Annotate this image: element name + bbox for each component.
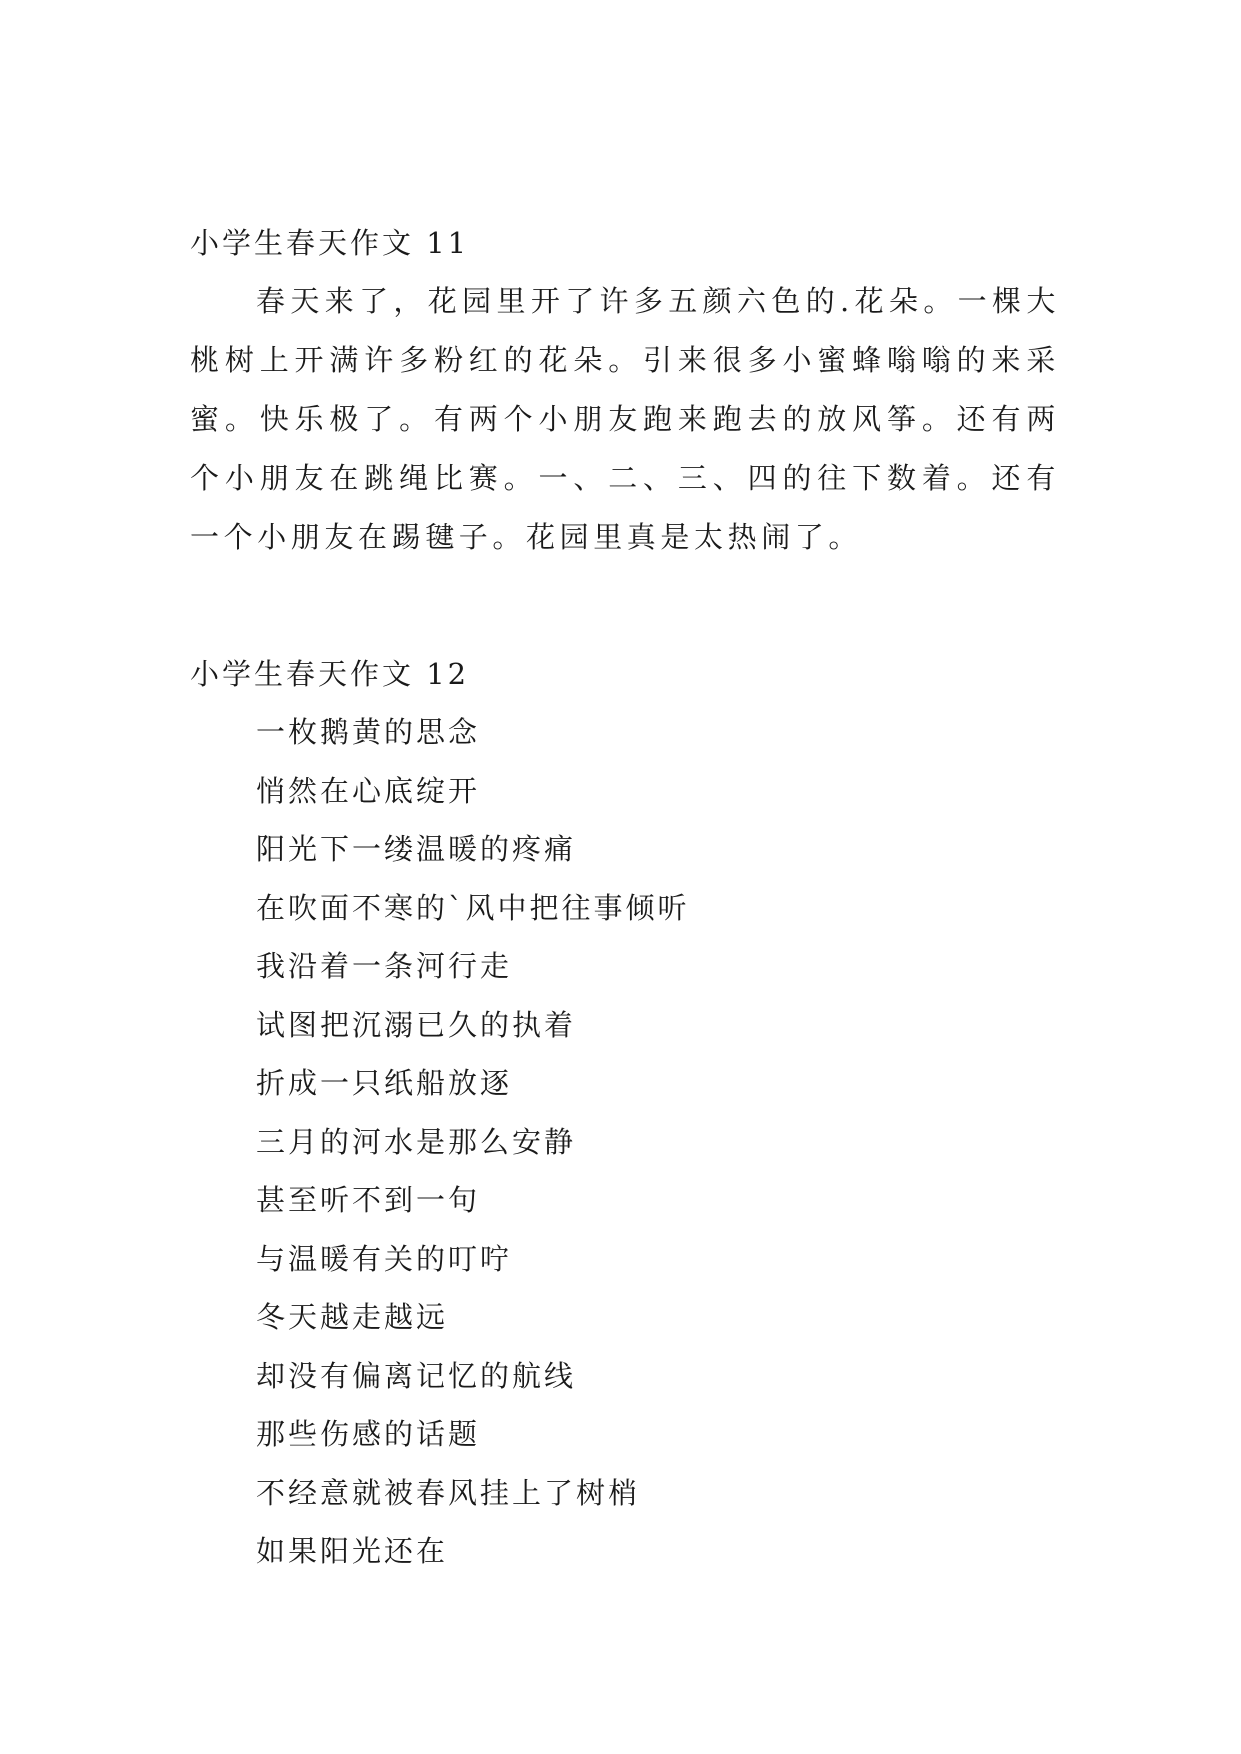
essay-11-paragraph: 春天来了，花园里开了许多五颜六色的.花朵。一棵大桃树上开满许多粉红的花朵。引来很多小蜜蜂嗡嗡的来采蜜。快乐极了。有两个小朋友跑来跑去的放风筝。还有两个小朋友在跳绳比赛。一、二、三、四的往下数着。还有一个小朋友在踢毽子。花园里真是太热闹了。 <box>190 284 1060 554</box>
poem-line: 悄然在心底绽开 <box>256 773 481 808</box>
poem-line: 如果阳光还在 <box>256 1534 449 1568</box>
poem-line: 不经意就被春风挂上了树梢 <box>256 1475 641 1510</box>
poem-line: 试图把沉溺已久的执着 <box>256 1007 577 1042</box>
poem-line: 折成一只纸船放逐 <box>256 1066 513 1100</box>
poem-line: 一枚鹅黄的思念 <box>256 715 481 749</box>
poem-line: 三月的河水是那么安静 <box>256 1124 577 1159</box>
poem-line: 与温暖有关的叮咛 <box>256 1241 513 1276</box>
poem-line: 却没有偏离记忆的航线 <box>256 1358 577 1393</box>
document-content <box>190 214 1060 1581</box>
poem-line: 那些伤感的话题 <box>256 1417 481 1451</box>
essay-12-poem <box>190 703 1060 1581</box>
poem-line: 在吹面不寒的`风中把往事倾听 <box>256 890 690 925</box>
poem-line: 甚至听不到一句 <box>256 1183 481 1217</box>
essay-11-title: 小学生春天作文 11 <box>190 226 470 260</box>
poem-line: 我沿着一条河行走 <box>256 949 513 983</box>
section-gap <box>190 567 1060 645</box>
essay-12-title: 小学生春天作文 12 <box>190 657 470 691</box>
poem-line: 阳光下一缕温暖的疼痛 <box>256 832 577 866</box>
poem-line: 冬天越走越远 <box>256 1300 449 1334</box>
